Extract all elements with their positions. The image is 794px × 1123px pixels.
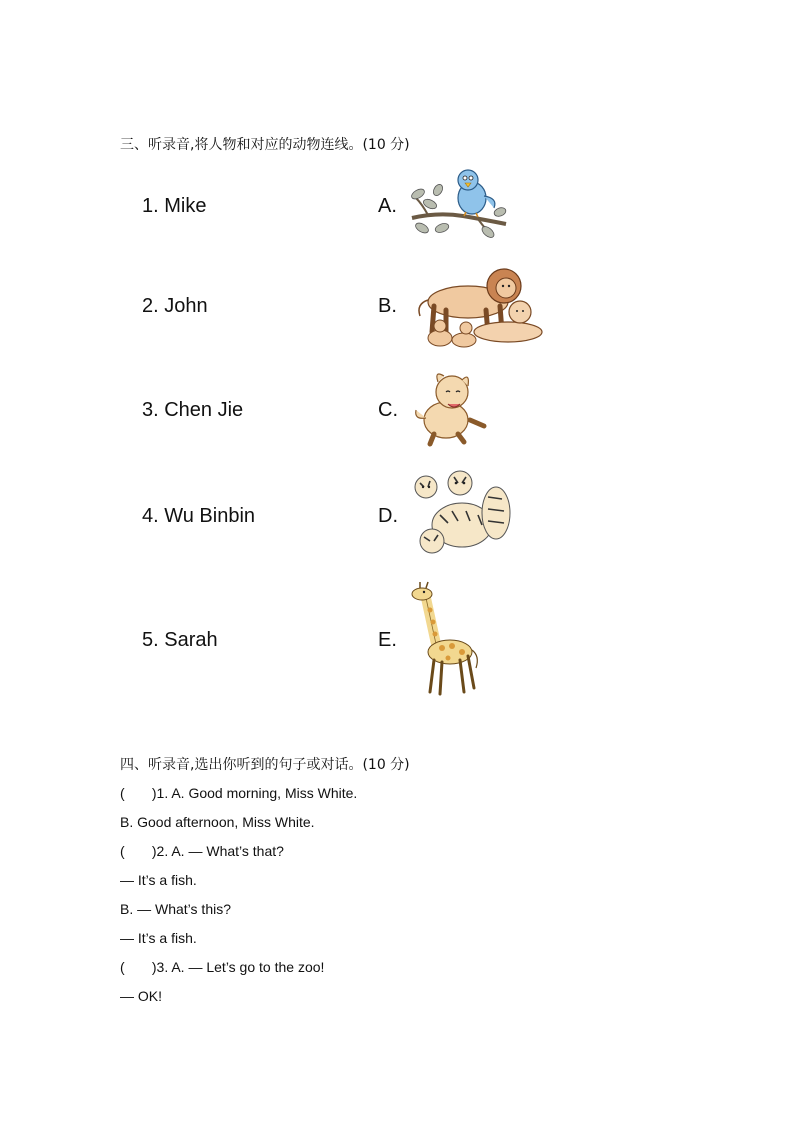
question-1-option-a: ( )1. A. Good morning, Miss White. <box>120 785 358 801</box>
question-2-option-a-line-1: ( )2. A. — What’s that? <box>120 843 284 859</box>
section-3-title: 三、听录音,将人物和对应的动物连线。(10 分) <box>120 137 410 153</box>
question-2-option-b-line-1: B. — What’s this? <box>120 901 232 917</box>
option-d-letter: D. <box>378 505 398 527</box>
section-4-title: 四、听录音,选出你听到的句子或对话。(10 分) <box>120 757 410 773</box>
puppy-image <box>408 370 492 450</box>
question-2-option-b-line-2: — It’s a fish. <box>120 930 197 946</box>
question-3-option-a-line-2: — OK! <box>120 988 163 1004</box>
bird-on-branch-image <box>408 168 508 240</box>
person-2-name: 2. John <box>142 295 208 317</box>
tigers-image <box>408 465 516 565</box>
person-4-name: 4. Wu Binbin <box>142 505 256 527</box>
question-2-option-a-line-2: — It’s a fish. <box>120 872 197 888</box>
option-b-letter: B. <box>378 295 397 317</box>
lion-family-image <box>408 260 548 352</box>
question-3-option-a-line-1: ( )3. A. — Let’s go to the zoo! <box>120 959 325 975</box>
giraffe-image <box>404 580 484 698</box>
person-3-name: 3. Chen Jie <box>142 399 244 421</box>
option-e-letter: E. <box>378 629 397 651</box>
person-1-name: 1. Mike <box>142 195 207 217</box>
option-c-letter: C. <box>378 399 398 421</box>
person-5-name: 5. Sarah <box>142 629 218 651</box>
option-a-letter: A. <box>378 195 397 217</box>
question-1-option-b: B. Good afternoon, Miss White. <box>120 814 315 830</box>
